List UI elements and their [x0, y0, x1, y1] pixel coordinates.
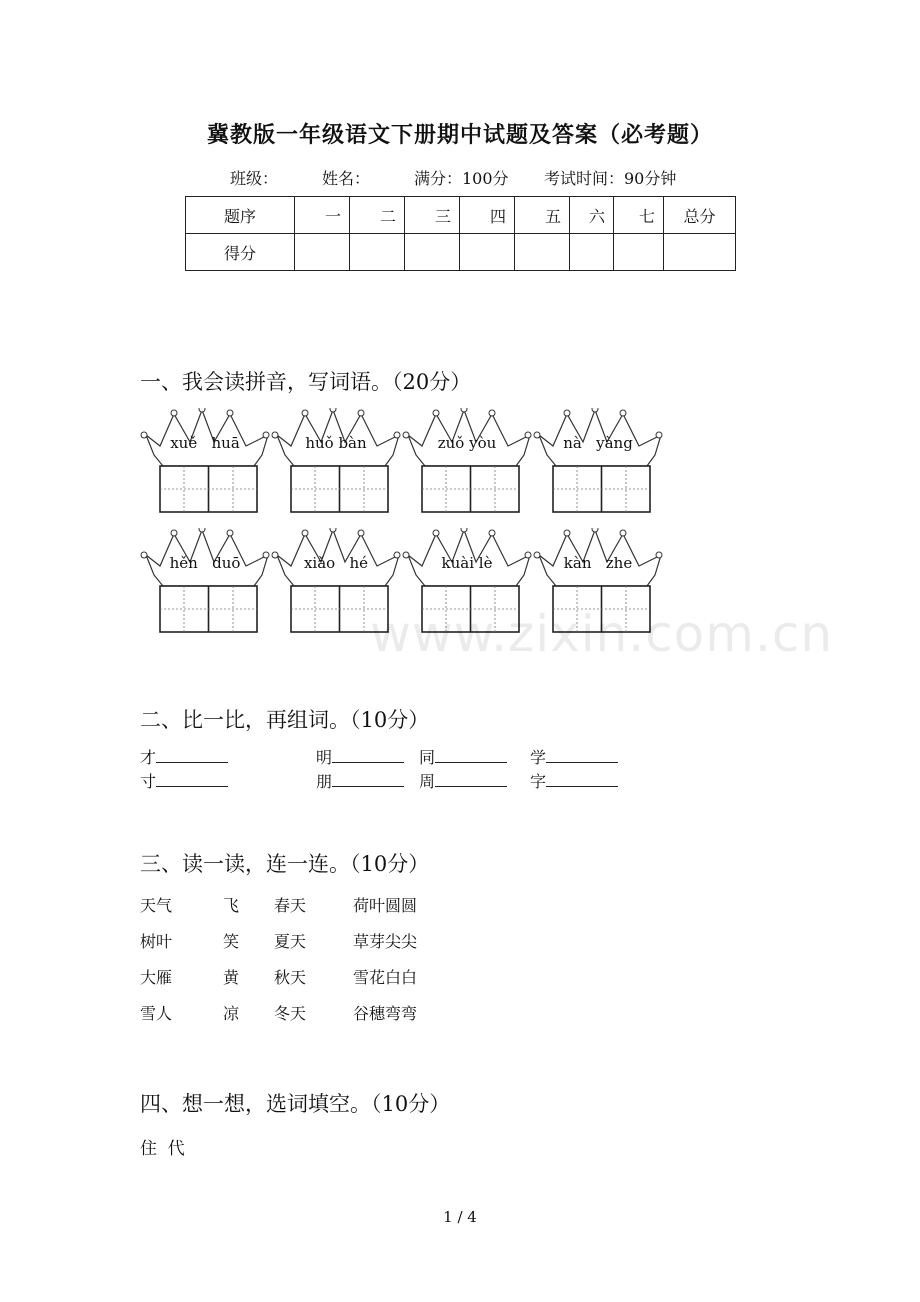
score-input-cell[interactable] [515, 234, 570, 271]
writing-box[interactable] [160, 466, 257, 512]
answer-blank[interactable] [546, 748, 618, 763]
table-cell: 五 [515, 197, 570, 234]
pinyin-label: kuài lè [441, 554, 493, 572]
writing-box[interactable] [553, 466, 650, 512]
compare-item [419, 745, 507, 768]
pinyin-crown [402, 408, 530, 520]
pinyin-label: kàn zhe [563, 554, 633, 572]
answer-blank[interactable] [332, 772, 404, 787]
section-1-heading: 一、我会读拼音，写词语。（20分） [140, 370, 472, 394]
section-4-heading: 四、想一想，选词填空。（10分） [140, 1092, 451, 1116]
compare-item [530, 745, 618, 768]
compare-item [419, 769, 507, 792]
answer-blank[interactable] [156, 748, 228, 763]
score-input-cell[interactable] [295, 234, 350, 271]
table-cell: 一 [295, 197, 350, 234]
match-word[interactable]: 秋天 [274, 968, 307, 987]
compare-char: 朋 [316, 772, 333, 791]
answer-blank[interactable] [435, 772, 507, 787]
pinyin-crown [140, 408, 268, 520]
match-word[interactable]: 雪花白白 [353, 968, 418, 987]
compare-item [316, 745, 404, 768]
table-cell: 得分 [186, 234, 295, 271]
pinyin-label: xuě huā [170, 434, 240, 452]
compare-item [316, 769, 404, 792]
compare-char: 寸 [140, 772, 157, 791]
score-input-cell[interactable] [460, 234, 515, 271]
pinyin-crown [271, 408, 399, 520]
match-word[interactable]: 天气 [140, 896, 173, 915]
match-word[interactable]: 凉 [223, 1004, 240, 1023]
pinyin-crown [533, 408, 661, 520]
pinyin-label: nà yàng [563, 434, 633, 452]
page-title: 冀教版一年级语文下册期中试题及答案（必考题） [206, 122, 713, 148]
answer-blank[interactable] [546, 772, 618, 787]
class-label: 班级： [230, 169, 279, 188]
match-word[interactable]: 大雁 [140, 968, 173, 987]
score-input-cell[interactable] [350, 234, 405, 271]
score-table-header-row [186, 197, 736, 234]
table-cell: 三 [405, 197, 460, 234]
writing-box[interactable] [160, 586, 257, 632]
match-word[interactable]: 春天 [274, 896, 307, 915]
match-word[interactable]: 谷穗弯弯 [353, 1004, 418, 1023]
answer-blank[interactable] [332, 748, 404, 763]
score-input-cell[interactable] [405, 234, 460, 271]
page-number: 1 / 4 [443, 1208, 477, 1226]
exam-time: 考试时间：90分钟 [544, 169, 677, 188]
compare-item [140, 745, 228, 768]
compare-char: 明 [316, 748, 333, 767]
table-cell: 四 [460, 197, 515, 234]
answer-blank[interactable] [435, 748, 507, 763]
pinyin-label: huǒ bàn [305, 434, 367, 452]
score-input-cell[interactable] [614, 234, 664, 271]
compare-item [140, 769, 228, 792]
answer-blank[interactable] [156, 772, 228, 787]
section-2-heading: 二、比一比，再组词。（10分） [140, 708, 430, 732]
full-score: 满分：100分 [414, 169, 509, 188]
match-word[interactable]: 夏天 [274, 932, 307, 951]
compare-char: 同 [419, 748, 436, 767]
pinyin-crown [140, 528, 268, 640]
name-label: 姓名： [322, 169, 371, 188]
watermark: www.zixin.com.cn [370, 605, 834, 663]
pinyin-label: xiǎo hé [303, 554, 369, 572]
compare-char: 才 [140, 748, 157, 767]
pinyin-label: hěn duō [169, 554, 241, 572]
word-options: 住 代 [140, 1139, 185, 1159]
table-cell: 六 [570, 197, 614, 234]
match-word[interactable]: 冬天 [274, 1004, 307, 1023]
section-3-heading: 三、读一读，连一连。（10分） [140, 852, 430, 876]
compare-char: 周 [419, 772, 436, 791]
match-word[interactable]: 草芽尖尖 [353, 932, 418, 951]
match-word[interactable]: 黄 [223, 968, 240, 987]
table-cell: 总分 [664, 197, 736, 234]
writing-box[interactable] [291, 466, 388, 512]
compare-char: 字 [530, 772, 547, 791]
match-word[interactable]: 笑 [223, 932, 240, 951]
table-cell: 二 [350, 197, 405, 234]
score-input-cell[interactable] [570, 234, 614, 271]
score-input-cell[interactable] [664, 234, 736, 271]
compare-item [530, 769, 618, 792]
table-cell: 题序 [186, 197, 295, 234]
match-word[interactable]: 雪人 [140, 1004, 173, 1023]
score-table-score-row [186, 234, 736, 271]
match-word[interactable]: 飞 [223, 896, 240, 915]
pinyin-label: zuǒ yòu [437, 434, 497, 452]
table-cell: 七 [614, 197, 664, 234]
match-word[interactable]: 树叶 [140, 932, 173, 951]
score-table [185, 196, 736, 271]
match-word[interactable]: 荷叶圆圆 [353, 896, 418, 915]
compare-char: 学 [530, 748, 547, 767]
writing-box[interactable] [422, 466, 519, 512]
